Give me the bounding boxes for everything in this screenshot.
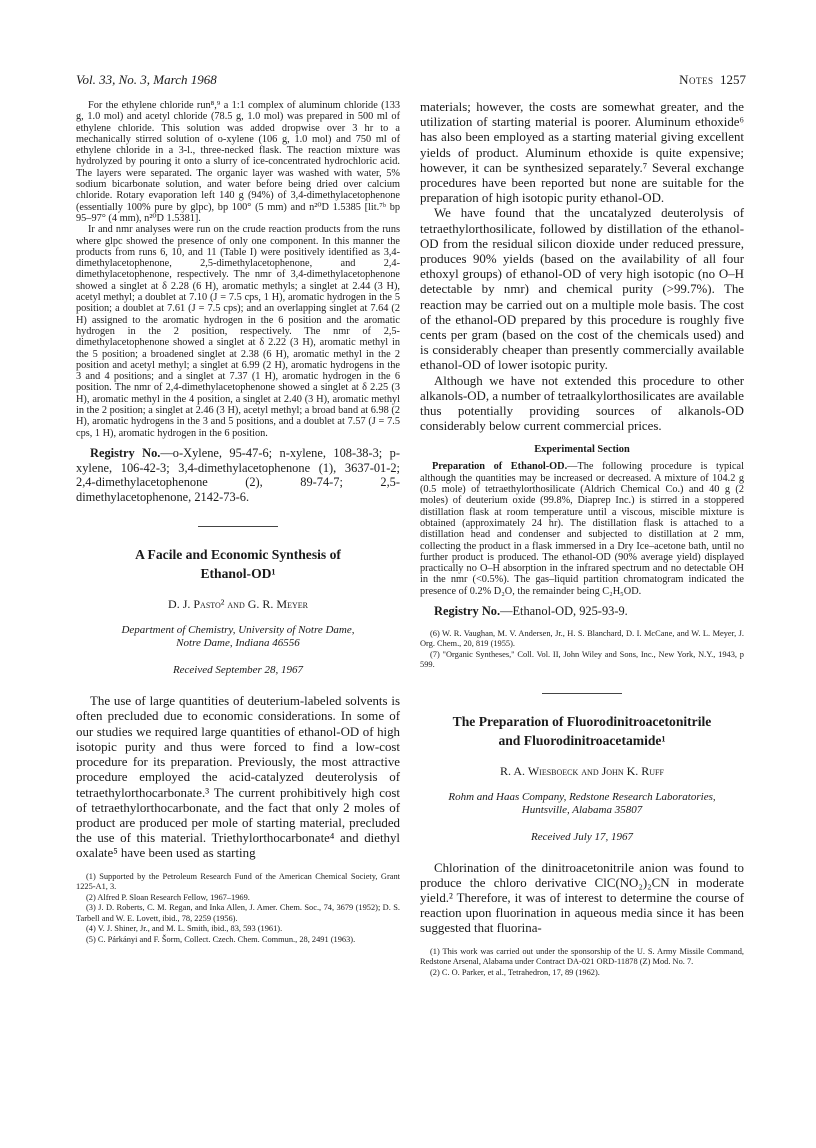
author-2: John K. Ruff: [601, 763, 664, 778]
footnote: (4) V. J. Shiner, Jr., and M. L. Smith, ibid., 83, 593 (1961).: [86, 924, 283, 934]
article-body: The use of large quantities of deuterium-labeled solvents is often precluded due to economic considerations. In some of our studies we required large quantities of ethanol-OD of high isotopic purity and thus were forced to find a low-cost procedure for its preparation. Previously, the most attractive procedure employed the acid-catalyzed deuterolysis of tetraethylorthocarbonate.³ The current prohibitively high cost of tetraethylorthocarbonate, and the fact that only 2 moles of product are produced per mole of starting material, precluded the use of this material. Triethylorthocarbonate⁴ and diethyl oxalate⁵ have been used as starting: [76, 694, 400, 861]
footnote: (5) C. Párkányi and F. Šorm, Collect. Czech. Chem. Commun., 28, 2491 (1963).: [86, 934, 356, 944]
procedure-text: —The following procedure is typical although the quantities may be increased or decreased. A mixture of 104.2 g (0.5 mole) of tetraethylorthosilicate (Aldrich Chemical Co.) and 40 g (2 moles) of deuterium oxide (99.8%, Diaprep Inc.) is stirred in a stoppered distillation flask at room temperature until a viscous, miscible mixture is obtained (approximately 24 hr). The distillation flask is attached to a distillation head and condenser and subjected to distillation at 2 mm, collecting the product in a flask immersed in a Dry Ice–acetone bath, until no further product is produced. The ethanol-OD (90% average yield) displayed practically no O–H absorption in the infrared spectrum and no detectable OH in the nmr (<0.5%). The gas–liquid partition chromatogram indicated the presence of 0.2% D₂O, the remainder being C₂H₅OD.: [420, 461, 744, 597]
section-divider: [198, 526, 278, 527]
author-2: G. R. Meyer: [247, 597, 308, 612]
page-number: 1257: [720, 72, 746, 87]
received-date: Received September 28, 1967: [172, 664, 304, 677]
article-body: Chlorination of the dinitroacetonitrile anion was found to produce the chloro derivative ClC(NO₂)₂CN in moderate yield.² Therefore, it was of interest to determine the course of reaction upon fluorination in aqueous media since it has been suggested that fluorina-: [420, 860, 744, 936]
article-title: [76, 545, 400, 583]
registry-numbers: [420, 604, 744, 619]
footnote: (2) Alfred P. Sloan Research Fellow, 1967–1969.: [86, 892, 250, 902]
article-title: [420, 712, 744, 750]
footnotes-right: [420, 629, 744, 671]
registry-numbers: [76, 446, 400, 504]
article-authors: [76, 597, 400, 612]
affiliation-line1: Department of Chemistry, University of Notre Dame,: [121, 624, 355, 637]
article-title-line2: Ethanol-OD¹: [200, 566, 276, 582]
section-divider: [542, 693, 622, 694]
body-paragraph: We have found that the uncatalyzed deuterolysis of tetraethylorthosilicate, followed by distillation of the ethanol-OD from the residual silicon dioxide under reduced pressure, produces 90% yields (based on the availability of all four ethoxyl groups) of ethanol-OD of very high isotopic (no O–H detectable by nmr) and chemical purity (>99.7%). The reaction may be carried out on a multiple mole basis. The cost of the ethanol-OD prepared by this procedure is roughly five cents per gram (based on the cost of the chemicals used) and is considerably cheaper than presently commercially available ethanol-OD of lower isotopic purity.: [420, 206, 744, 373]
affiliation-line1: Rohm and Haas Company, Redstone Research Laboratories,: [448, 790, 716, 803]
affiliation: [76, 624, 400, 650]
authors-and: and: [227, 597, 245, 612]
footnote: (1) This work was carried out under the sponsorship of the U. S. Army Missile Command, Redstone Arsenal, Alabama under Contract DA-021 ORD-11878 (Z) Mod. No. 7.: [420, 946, 744, 967]
experimental-paragraph: For the ethylene chloride run⁸,⁹ a 1:1 complex of aluminum chloride (133 g, 1.0 mol) and acetyl chloride (78.5 g, 1.0 mol) was prepared in 500 ml of ethylene chloride. This solution was added dropwise over 3 hr to a mechanically stirred solution of o-xylene (106 g, 1.0 mol) and 750 ml of ethylene chloride in a 3-l., three-necked flask. The reaction mixture was hydrolyzed by pouring it onto a slurry of ice-concentrated hydrochloric acid. The layers were separated. The organic layer was washed with water, 5% sodium bicarbonate solution, and water before being dried over calcium chloride. Rotary evaporation left 140 g (94%) of 3,4-dimethylacetophenone (essentially 100% pure by glpc), bp 100° (5 mm) and n²⁰D 1.5385 [lit.⁷ᵇ bp 95–97° (4 mm), n²⁰D 1.5381].: [76, 100, 400, 224]
right-column: [420, 100, 744, 978]
affiliation-line2: Huntsville, Alabama 35807: [521, 803, 643, 816]
running-header-journal: Vol. 33, No. 3, March 1968: [76, 72, 217, 87]
footnote: (1) Supported by the Petroleum Research Fund of the American Chemical Society, Grant 1225-A1, 3.: [76, 871, 400, 892]
registry-text: —Ethanol-OD, 925-93-9.: [500, 604, 628, 619]
body-continued: materials; however, the costs are somewhat greater, and the utilization of starting material is poorer. Aluminum ethoxide⁶ has also been employed as a starting material giving excellent yields of product. Aluminum ethoxide is quite expensive; however, it can be synthesized separately.⁷ Several exchange procedures have been reported but none are suitable for the preparation of high isotopic purity ethanol-OD.: [420, 100, 744, 206]
affiliation: [420, 791, 744, 817]
affiliation-line2: Notre Dame, Indiana 46556: [176, 637, 300, 650]
article-title-line1: A Facile and Economic Synthesis of: [135, 547, 341, 563]
registry-text: —o-Xylene, 95-47-6; n-xylene, 108-38-3; p-xylene, 106-42-3; 3,4-dimethylacetophenone (1), 3637-01-2; 2,4-dimethylacetophenone (2), 89-74-7; 2,5-dimethylacetophenone, 2142-73-6.: [76, 445, 400, 504]
registry-label: Registry No.: [90, 445, 161, 460]
footnote: (2) C. O. Parker, et al., Tetrahedron, 17, 89 (1962).: [430, 967, 600, 977]
running-header-section: [679, 72, 746, 88]
footnote: (7) "Organic Syntheses," Coll. Vol. II, John Wiley and Sons, Inc., New York, N.Y., 1943, p 599.: [420, 649, 744, 670]
registry-label: Registry No.: [434, 604, 501, 619]
footnote: (3) J. D. Roberts, C. M. Regan, and Inka Allen, J. Amer. Chem. Soc., 74, 3679 (1952); D. S. Tarbell and W. E. Lovett, ibid., 78, 2259 (1956).: [76, 903, 400, 923]
author-1: D. J. Pasto²: [168, 597, 225, 612]
received-date: Received July 17, 1967: [530, 830, 633, 843]
footnote: (6) W. R. Vaughan, M. V. Andersen, Jr., H. S. Blanchard, D. I. McCane, and W. L. Meyer, J. Org. Chem., 20, 819 (1955).: [420, 628, 744, 649]
section-name: Notes: [679, 72, 714, 87]
experimental-procedure: [420, 461, 744, 597]
footnotes-left: [76, 872, 400, 946]
body-paragraph: Although we have not extended this procedure to other alkanols-OD, a number of tetraalkylorthosilicates are available thus potentially providing sources of alkanols-OD considerably below current commercial prices.: [420, 373, 744, 434]
article-title-line2: and Fluorodinitroacetamide¹: [498, 732, 666, 748]
author-1: R. A. Wiesboeck: [500, 763, 579, 778]
experimental-heading: Experimental Section: [534, 444, 630, 456]
procedure-lead: Preparation of Ethanol-OD.: [432, 461, 568, 473]
article-authors: [420, 764, 744, 779]
nmr-analysis-paragraph: Ir and nmr analyses were run on the crude reaction products from the runs where glpc showed the presence of only one component. In this manner the products from runs 6, 10, and 11 (Table I) were positively identified as 3,4-dimethylacetophenone, 2,5-dimethylacetophenone, and 2,4-dimethylacetophenone, respectively. The nmr of 3,4-dimethylacetophenone showed a singlet at δ 2.28 (6 H), aromatic methyls; a singlet at 2.44 (3 H), acetyl methyl; a doublet at 7.10 (J = 7.5 cps, 1 H), aromatic hydrogen in the 5 position; a doublet at 7.61 (J = 7.5 cps); and an overlapping singlet at 7.64 (2 H) assigned to the aromatic hydrogen in the 6 position and the aromatic hydrogen in the 2 position, respectively. The nmr of 2,5-dimethylacetophenone showed a singlet at δ 2.22 (3 H), aromatic methyl in the 5 position; a broadened singlet at 2.38 (6 H), aromatic methyl in the 2 position and acetyl methyl; a singlet at 6.99 (2 H), aromatic hydrogens in the 3 and 4 positions; and a singlet at 7.37 (1 H), aromatic hydrogen in the 6 position. The nmr of 2,4-dimethylacetophenone showed a singlet at δ 2.25 (3 H), aromatic methyl in the 4 position, a singlet at 2.40 (3 H), aromatic methyl in the 2 position; a singlet at 2.46 (3 H), acetyl methyl; a broad band at 6.98 (2 H), aromatic hydrogens in the 3 and 5 positions, and a doublet at 7.57 (J = 7.5 cps, 1 H), aromatic hydrogen in the 6 position.: [76, 224, 400, 439]
authors-and: and: [581, 763, 599, 778]
article-title-line1: The Preparation of Fluorodinitroacetonitrile: [452, 713, 712, 729]
footnotes-right-2: [420, 947, 744, 979]
left-column: [76, 100, 400, 945]
